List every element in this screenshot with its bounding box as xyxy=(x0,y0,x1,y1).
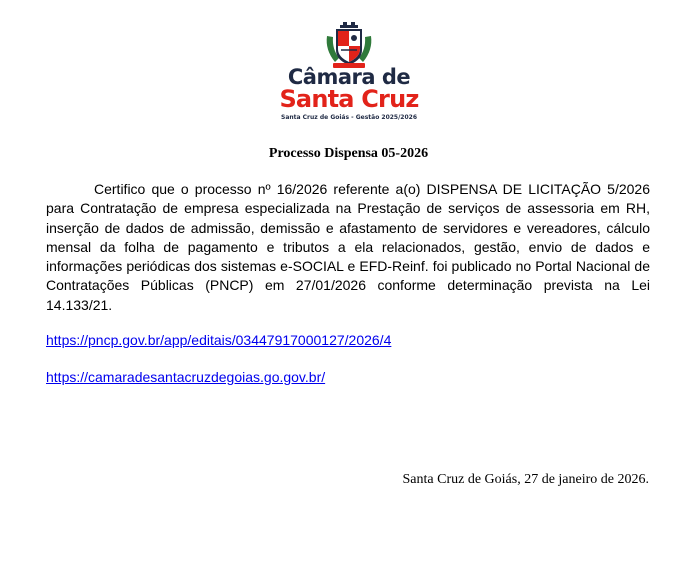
logo-title-line2: Santa Cruz xyxy=(279,85,419,113)
pncp-link[interactable]: https://pncp.gov.br/app/editais/03447917000127/2026/4 xyxy=(46,332,392,348)
certification-paragraph: Certifico que o processo nº 16/2026 referente a(o) DISPENSA DE LICITAÇÃO 5/2026 para Contratação de empresa especializada na Prestação de serviços de assessoria em RH, inserção de dados de admissão, demissão e afastamento de servidores e vereadores, cálculo mensal da folha de pagamento e tributos a ela relacionados, gestão, envio de dados e informações periódicas dos sistemas e-SOCIAL e EFD-Reinf. foi publicado no Portal Nacional de Contratações Públicas (PNCP) em 27/01/2026 conforme determinação prevista na Lei 14.133/21. xyxy=(46,181,650,313)
camara-logo xyxy=(268,22,430,124)
coat-of-arms-icon xyxy=(323,22,375,70)
document-title: Processo Dispensa 05-2026 xyxy=(268,146,429,161)
logo-title-line1: Câmara de xyxy=(287,65,411,89)
logo-subtitle: Santa Cruz de Goiás - Gestão 2025/2026 xyxy=(281,114,417,121)
place-date-signoff: Santa Cruz de Goiás, 27 de janeiro de 2026. xyxy=(402,472,649,487)
camara-website-link[interactable]: https://camaradesantacruzdegoias.go.gov.br/ xyxy=(46,369,326,385)
